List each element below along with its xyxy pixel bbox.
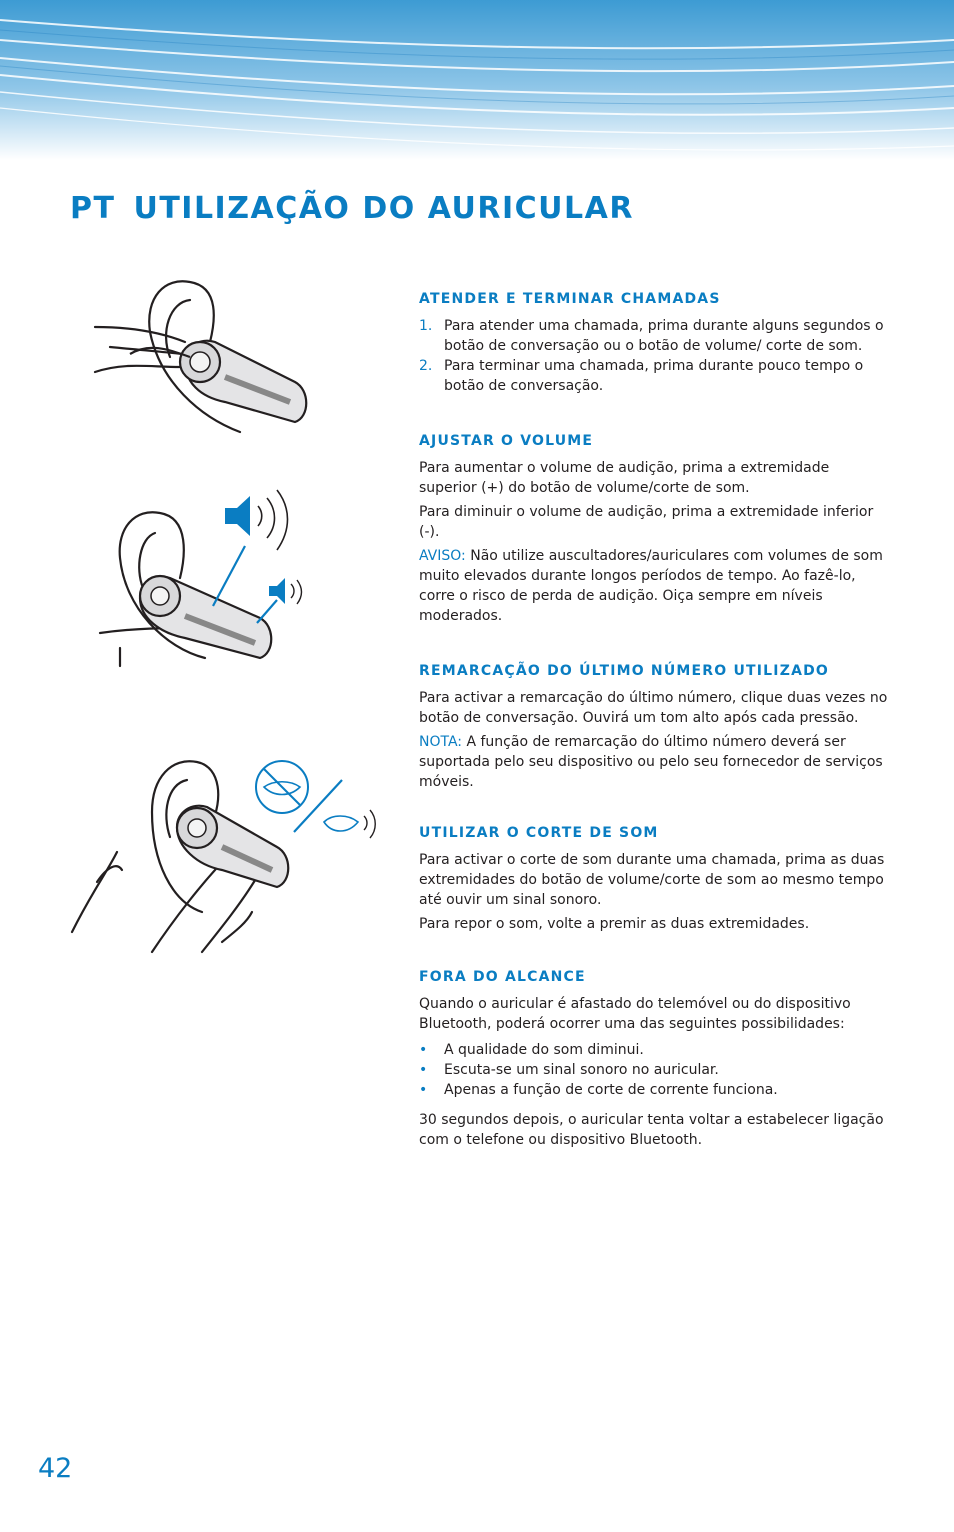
- list-item: • Apenas a função de corte de corrente funciona.: [419, 1082, 778, 1098]
- paragraph: Para diminuir o volume de audição, prima a extremidade inferior (-).: [419, 504, 874, 540]
- redial-illustration: [62, 752, 392, 957]
- section-heading: UTILIZAR O CORTE DE SOM: [419, 825, 659, 841]
- header-wave-banner: [0, 0, 954, 160]
- language-code: PT: [70, 191, 116, 226]
- volume-illustration: [95, 488, 315, 668]
- warning-label: AVISO:: [419, 548, 466, 564]
- page-number: 42: [38, 1453, 73, 1484]
- section-heading: REMARCAÇÃO DO ÚLTIMO NÚMERO UTILIZADO: [419, 663, 830, 679]
- lips-speaking-icon: [324, 810, 375, 838]
- list-item: 2. Para terminar uma chamada, prima durante pouco tempo o botão de conversação.: [419, 358, 864, 394]
- paragraph: Para aumentar o volume de audição, prima a extremidade superior (+) do botão de volume/corte de som.: [419, 460, 830, 496]
- bullet-glyph: •: [419, 1062, 428, 1078]
- title-text: UTILIZAÇÃO DO AURICULAR: [133, 191, 634, 226]
- list-item: 1. Para atender uma chamada, prima durante alguns segundos o botão de conversação ou o botão de volume/ corte de som.: [419, 318, 884, 354]
- paragraph: Quando o auricular é afastado do telemóvel ou do dispositivo Bluetooth, poderá ocorrer uma das seguintes possibilidades:: [419, 996, 851, 1032]
- list-item: • A qualidade do som diminui.: [419, 1042, 644, 1058]
- section-heading: ATENDER E TERMINAR CHAMADAS: [419, 291, 721, 307]
- no-speaking-icon: [256, 761, 308, 813]
- answer-call-illustration: [90, 272, 320, 442]
- instructions-column: [419, 290, 889, 1184]
- section-volume: [419, 432, 889, 626]
- warning-paragraph: AVISO: Não utilize auscultadores/auriculares com volumes de som muito elevados durante longos períodos de tempo. Ao fazê-lo, corre o risco de perda de audição. Oiça sempre em níveis moderados.: [419, 548, 883, 624]
- paragraph: Para activar a remarcação do último número, clique duas vezes no botão de conversação. Ouvirá um tom alto após cada pressão.: [419, 690, 888, 726]
- speaker-loud-icon: [225, 490, 288, 550]
- note-label: NOTA:: [419, 734, 463, 750]
- paragraph: 30 segundos depois, o auricular tenta voltar a estabelecer ligação com o telefone ou dispositivo Bluetooth.: [419, 1112, 884, 1148]
- range-bullets-list: [419, 1040, 889, 1100]
- section-heading: AJUSTAR O VOLUME: [419, 433, 594, 449]
- section-answer-calls: [419, 290, 889, 396]
- paragraph: Para repor o som, volte a premir as duas extremidades.: [419, 916, 810, 932]
- section-heading: FORA DO ALCANCE: [419, 969, 586, 985]
- list-item: • Escuta-se um sinal sonoro no auricular.: [419, 1062, 719, 1078]
- answer-steps-list: [419, 316, 889, 396]
- section-redial: [419, 662, 889, 792]
- section-out-of-range: [419, 968, 889, 1150]
- bullet-glyph: •: [419, 1082, 428, 1098]
- speaker-soft-icon: [269, 578, 302, 604]
- section-mute: [419, 824, 889, 934]
- page-title: [70, 191, 634, 226]
- note-paragraph: NOTA: A função de remarcação do último número deverá ser suportada pelo seu dispositivo ou pelo seu fornecedor de serviços móveis.: [419, 734, 883, 790]
- bullet-glyph: •: [419, 1042, 428, 1058]
- paragraph: Para activar o corte de som durante uma chamada, prima as duas extremidades do botão de volume/corte de som ao mesmo tempo até ouvir um sinal sonoro.: [419, 852, 885, 908]
